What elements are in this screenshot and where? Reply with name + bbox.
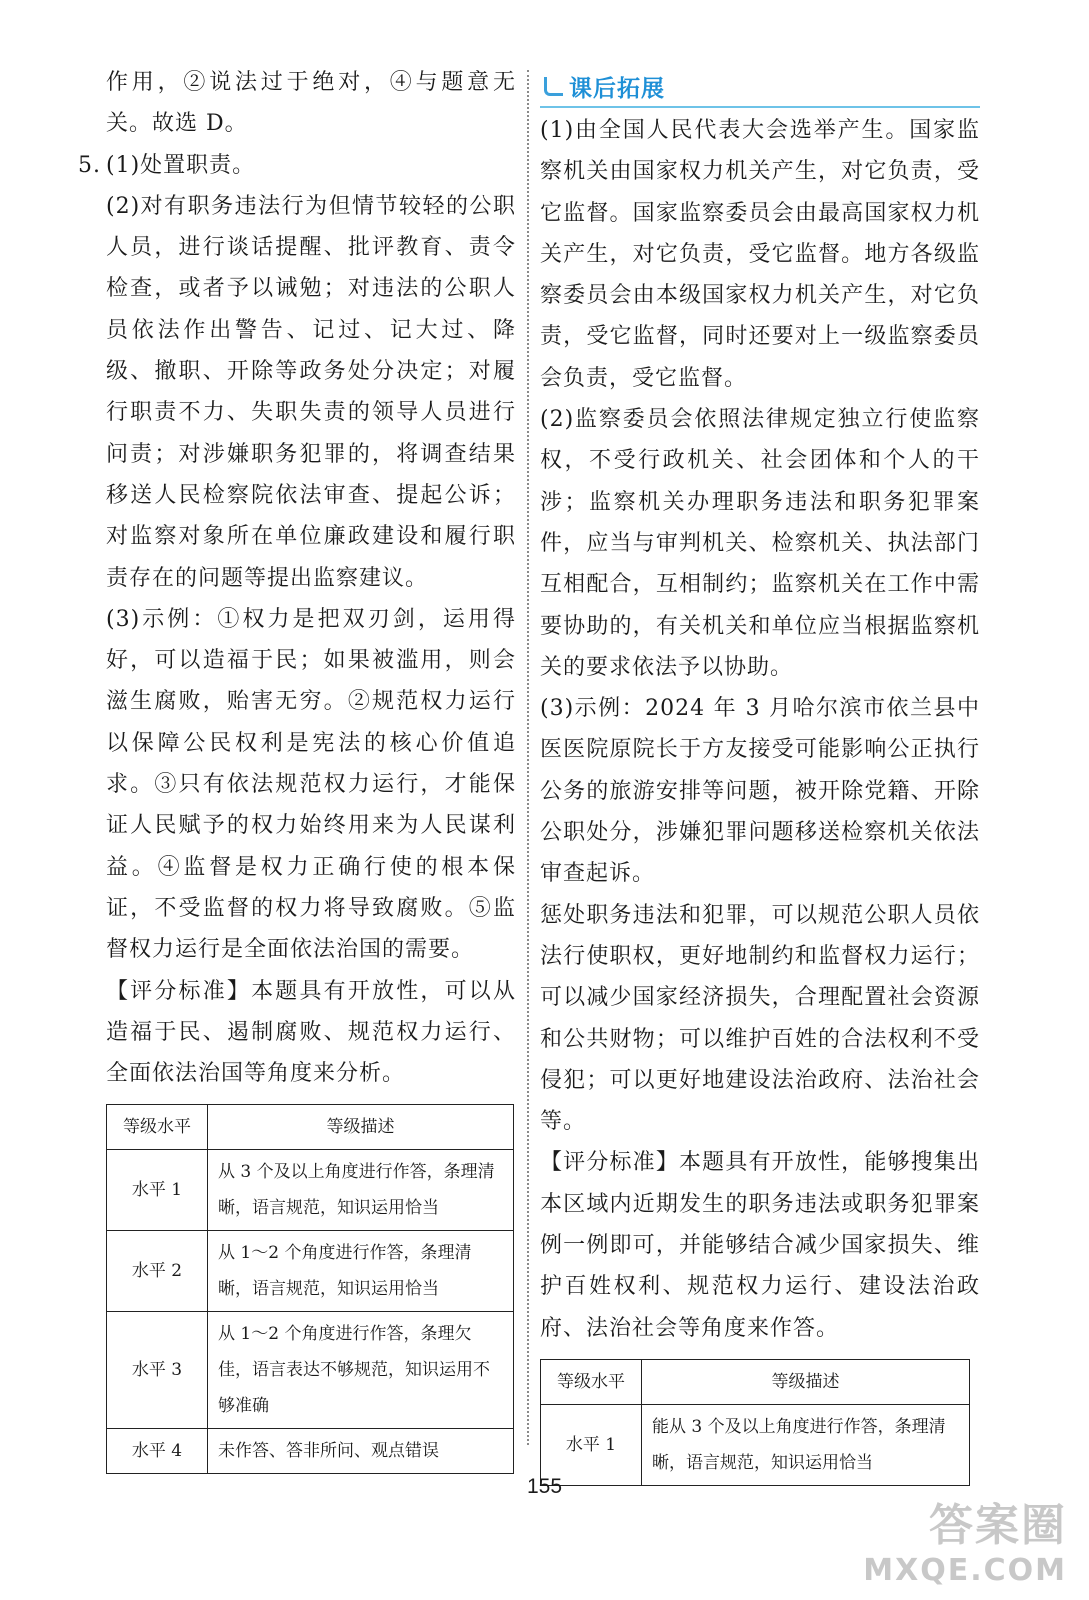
section-heading [540,66,980,108]
answer-part-2: (2)对有职务违法行为但情节较轻的公职人员，进行谈话提醒、批评教育、责令检查，或者予以诫勉；对违法的公职人员依法作出警告、记过、记大过、降级、撤职、开除等政务处分决定；对履行职责不力、失职失责的领导人员进行问责；对涉嫌职务犯罪的，将调查结果移送人民检察院依法审查、提起公诉；对监察对象所在单位廉政建设和履行职责存在的问题等提出监察建议。 [106,193,516,591]
table-row [107,1312,514,1429]
scoring-criteria: 【评分标准】本题具有开放性，能够搜集出本区域内近期发生的职务违法或职务犯罪案例一例即可，并能够结合减少国家损失、维护百姓权利、规范权力运行、建设法治政府、法治社会等角度来作答。 [540,1150,980,1341]
table-cell-desc: 从 1～2 个角度进行作答，条理欠佳，语言表达不够规范，知识运用不够准确 [208,1312,514,1429]
answer-part-1: (1)由全国人民代表大会选举产生。国家监察机关由国家权力机关产生，对它负责，受它监督。国家监察委员会由最高国家权力机关产生，对它负责，受它监督。地方各级监察委员会由本级国家权力机关产生，对它负责，受它监督，同时还要对上一级监察委员会负责，受它监督。 [540,118,980,391]
answer-part-3: (3)示例：2024 年 3 月哈尔滨市依兰县中医医院原院长于方友接受可能影响公正执行公务的旅游安排等问题，被开除党籍、开除公职处分，涉嫌犯罪问题移送检察机关依法审查起诉。 [540,696,980,887]
table-cell-level: 水平 1 [107,1150,208,1231]
page-number: 155 [526,1475,563,1498]
answer-part-3: (3)示例：①权力是把双刃剑，运用得好，可以造福于民；如果被滥用，则会滋生腐败，贻害无穷。②规范权力运行以保障公民权利是宪法的核心价值追求。③只有依法规范权力运行，才能保证人民赋予的权力始终用来为人民谋利益。④监督是权力正确行使的根本保证，不受监督的权力将导致腐败。⑤监督权力运行是全面依法治国的需要。 [106,606,516,963]
paragraph-continuation: 作用，②说法过于绝对，④与题意无关。故选 D。 [106,70,516,137]
table-row [541,1404,970,1485]
section-title: 课后拓展 [569,75,665,102]
section-marker-icon [544,77,563,96]
table-cell-level: 水平 4 [107,1429,208,1474]
table-header-level: 等级水平 [107,1105,208,1150]
answer-part-2: (2)监察委员会依照法律规定独立行使监察权，不受行政机关、社会团体和个人的干涉；监察机关办理职务违法和职务犯罪案件，应当与审判机关、检察机关、执法部门互相配合，互相制约；监察机关在工作中需要协助的，有关机关和单位应当根据监察机关的要求依法予以协助。 [540,407,980,680]
table-header-desc: 等级描述 [208,1105,514,1150]
column-divider [527,70,529,1445]
table-header-row [541,1359,970,1404]
table-row [107,1429,514,1474]
table-cell-desc: 未作答、答非所问、观点错误 [208,1429,514,1474]
watermark-url: MXQE.COM [863,1553,1067,1588]
watermark [863,1489,1067,1588]
right-column [540,66,980,1486]
table-cell-level: 水平 3 [107,1312,208,1429]
table-cell-desc: 能从 3 个及以上角度进行作答，条理清晰，语言规范，知识运用恰当 [642,1404,970,1485]
question-5 [78,145,516,186]
grading-table-left [106,1104,514,1474]
table-row [107,1150,514,1231]
table-cell-desc: 从 3 个及以上角度进行作答，条理清晰，语言规范，知识运用恰当 [208,1150,514,1231]
table-row [107,1231,514,1312]
grading-table-right [540,1359,970,1486]
table-cell-level: 水平 2 [107,1231,208,1312]
table-cell-desc: 从 1～2 个角度进行作答，条理清晰，语言规范，知识运用恰当 [208,1231,514,1312]
table-header-level: 等级水平 [541,1359,642,1404]
left-column [78,62,516,1474]
watermark-logo-text: 答案圈 [929,1500,1067,1551]
answer-part-1: (1)处置职责。 [106,152,256,178]
scoring-criteria: 【评分标准】本题具有开放性，可以从造福于民、遏制腐败、规范权力运行、全面依法治国等角度来分析。 [106,978,516,1087]
table-cell-level: 水平 1 [541,1404,642,1485]
table-header-desc: 等级描述 [642,1359,970,1404]
answer-part-3-analysis: 惩处职务违法和犯罪，可以规范公职人员依法行使职权，更好地制约和监督权力运行；可以减少国家经济损失，合理配置社会资源和公共财物；可以维护百姓的合法权利不受侵犯；可以更好地建设法治政府、法治社会等。 [540,902,980,1135]
table-header-row [107,1105,514,1150]
question-number: 5. [78,152,101,178]
